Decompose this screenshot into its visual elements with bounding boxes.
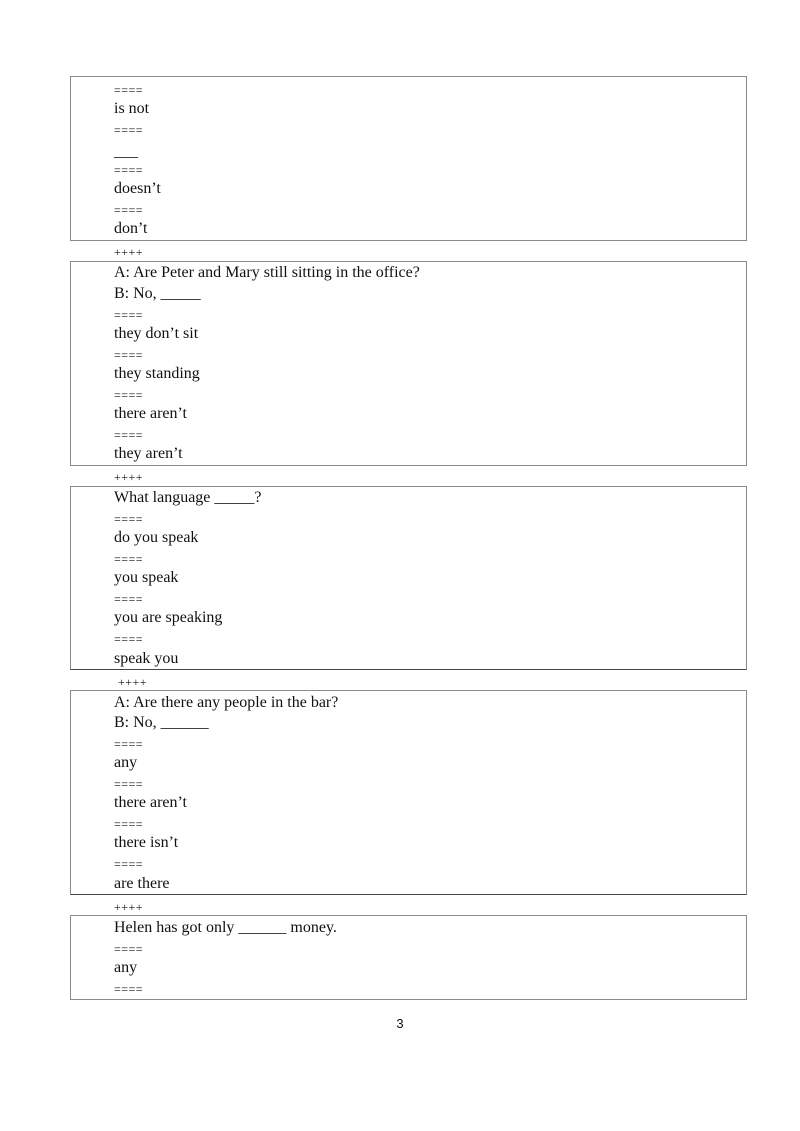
option-text: they standing — [114, 365, 200, 382]
option-separator: ==== — [114, 308, 144, 322]
option-text: they aren’t — [114, 445, 183, 462]
question-separator: ++++ — [114, 900, 144, 914]
option-separator: ==== — [114, 982, 144, 996]
option-separator: ==== — [114, 592, 144, 606]
option-separator: ==== — [114, 123, 144, 137]
option-separator: ==== — [114, 512, 144, 526]
option-text: any — [114, 959, 138, 976]
option-text: there aren’t — [114, 794, 187, 811]
option-text: you speak — [114, 569, 179, 586]
option-text: you are speaking — [114, 609, 223, 626]
question-text: B: No, _____ — [114, 285, 201, 302]
option-text: any — [114, 754, 138, 771]
question-text: B: No, ______ — [114, 714, 209, 731]
question-text: What language _____? — [114, 489, 262, 506]
option-text: are there — [114, 875, 170, 892]
option-text: speak you — [114, 650, 179, 667]
option-separator: ==== — [114, 348, 144, 362]
option-text: there aren’t — [114, 405, 187, 422]
question-box-1 — [70, 76, 747, 241]
option-text: don’t — [114, 220, 148, 237]
option-text: ___ — [114, 143, 138, 160]
option-separator: ==== — [114, 857, 144, 871]
option-separator: ==== — [114, 737, 144, 751]
option-separator: ==== — [114, 388, 144, 402]
question-text: A: Are there any people in the bar? — [114, 694, 339, 711]
option-separator: ==== — [114, 203, 144, 217]
question-separator: ++++ — [118, 675, 148, 689]
option-separator: ==== — [114, 817, 144, 831]
option-text: do you speak — [114, 529, 199, 546]
question-text: Helen has got only ______ money. — [114, 919, 337, 936]
option-separator: ==== — [114, 632, 144, 646]
option-text: is not — [114, 100, 150, 117]
option-separator: ==== — [114, 163, 144, 177]
option-text: they don’t sit — [114, 325, 199, 342]
question-separator: ++++ — [114, 245, 144, 259]
option-text: doesn’t — [114, 180, 161, 197]
option-text: there isn’t — [114, 834, 179, 851]
question-text: A: Are Peter and Mary still sitting in the office? — [114, 264, 420, 281]
option-separator: ==== — [114, 777, 144, 791]
option-separator: ==== — [114, 83, 144, 97]
option-separator: ==== — [114, 552, 144, 566]
option-separator: ==== — [114, 942, 144, 956]
option-separator: ==== — [114, 428, 144, 442]
page-number: 3 — [396, 1016, 404, 1031]
question-separator: ++++ — [114, 470, 144, 484]
